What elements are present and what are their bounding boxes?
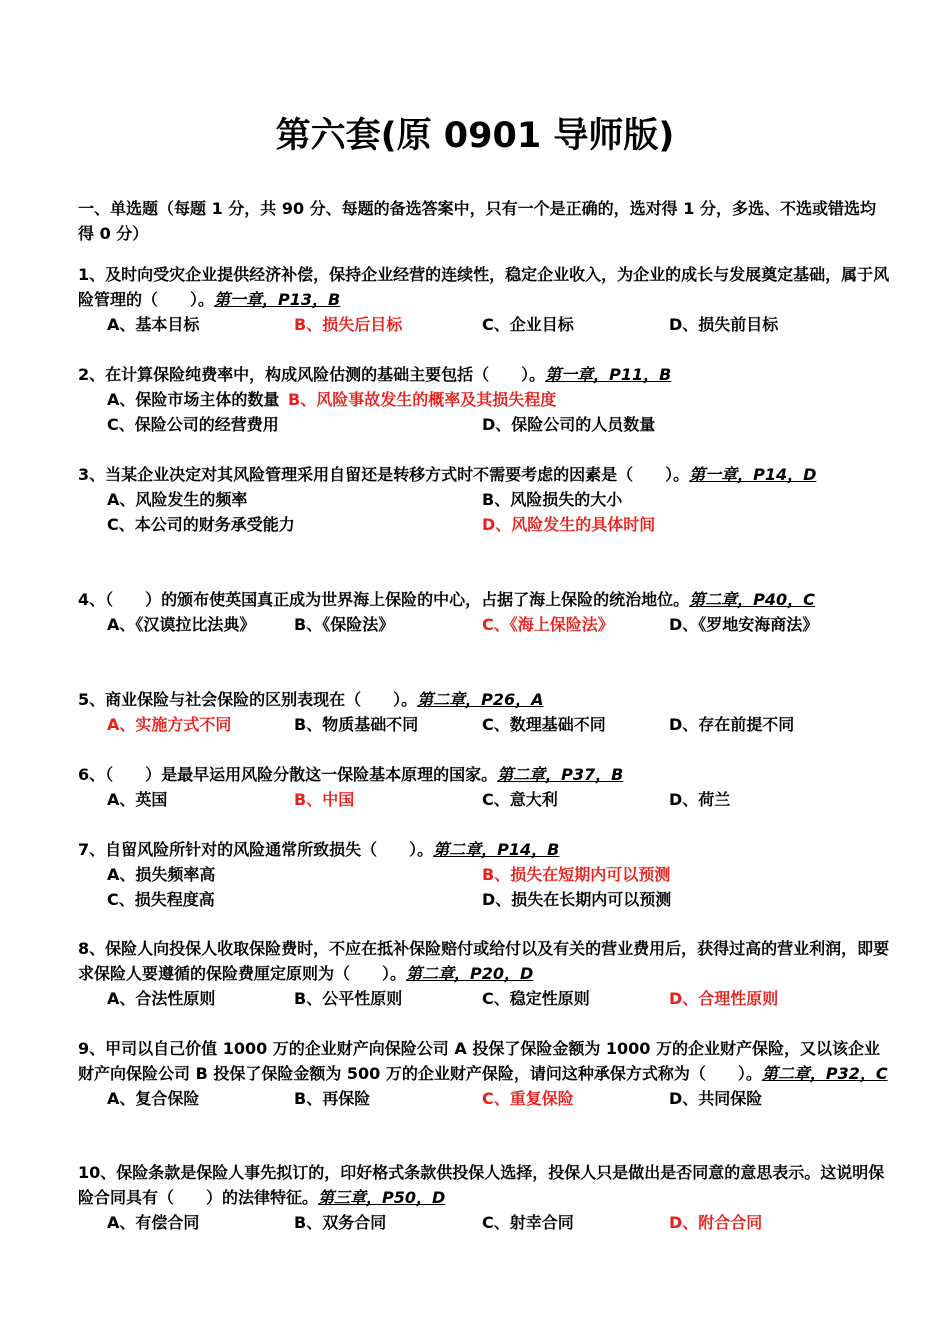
option-a: A、合法性原则: [107, 989, 216, 1008]
option-c: C、本公司的财务承受能力: [107, 515, 295, 534]
section-instructions: 一、单选题（每题 1 分，共 90 分、每题的备选答案中，只有一个是正确的，选对得 1 分，多选、不选或错选均得 0 分）: [78, 199, 876, 243]
chapter-reference: 第一章，P13，B: [214, 290, 341, 309]
question-3: [78, 462, 893, 537]
chapter-reference: 第二章，P20，D: [406, 964, 534, 983]
chapter-reference: 第二章，P26，A: [417, 690, 544, 709]
option-c: C、射幸合同: [482, 1213, 574, 1232]
question-2: [78, 362, 893, 437]
question-6: [78, 762, 893, 812]
chapter-reference: 第二章，P37，B: [497, 765, 624, 784]
option-d: D、保险公司的人员数量: [482, 415, 656, 434]
option-a-correct: A、实施方式不同: [107, 715, 232, 734]
options-row: [78, 612, 893, 637]
chapter-reference: 第二章，P14，B: [433, 840, 560, 859]
option-b-correct: B、风险事故发生的概率及其损失程度: [288, 390, 557, 409]
option-b: B、再保险: [294, 1089, 371, 1108]
options-row: [78, 387, 893, 412]
option-a: A、有偿合同: [107, 1213, 200, 1232]
options-row: [78, 312, 893, 337]
chapter-reference: 第一章，P14，D: [689, 465, 817, 484]
option-b-correct: B、损失后目标: [294, 315, 403, 334]
question-stem: 3、当某企业决定对其风险管理采用自留还是转移方式时不需要考虑的因素是（ ）。第一章，P14，D: [78, 465, 817, 484]
chapter-reference: 第一章，P11，B: [545, 365, 672, 384]
question-stem: 2、在计算保险纯费率中，构成风险估测的基础主要包括（ ）。第一章，P11，B: [78, 365, 672, 384]
chapter-reference: 第二章，P40，C: [689, 590, 815, 609]
option-b: B、公平性原则: [294, 989, 403, 1008]
option-d-correct: D、附合合同: [669, 1213, 763, 1232]
option-c: C、意大利: [482, 790, 558, 809]
option-d: D、存在前提不同: [669, 715, 795, 734]
options-row: [78, 862, 893, 887]
option-a: A、复合保险: [107, 1089, 200, 1108]
option-c: C、企业目标: [482, 315, 574, 334]
document-title: 第六套(原 0901 导师版): [275, 116, 675, 156]
question-9: [78, 1036, 893, 1111]
options-row: [78, 412, 893, 437]
option-b-correct: B、中国: [294, 790, 355, 809]
option-a: A、损失频率高: [107, 865, 216, 884]
option-d: D、共同保险: [669, 1089, 763, 1108]
question-10: [78, 1160, 893, 1235]
question-stem: 5、商业保险与社会保险的区别表现在（ ）。第二章，P26，A: [78, 690, 544, 709]
option-d-correct: D、合理性原则: [669, 989, 779, 1008]
question-stem: 4、（ ）的颁布使英国真正成为世界海上保险的中心，占据了海上保险的统治地位。第二章，P40，C: [78, 590, 815, 609]
question-stem: 8、保险人向投保人收取保险费时，不应在抵补保险赔付或给付以及有关的营业费用后，获得过高的营业利润，即要求保险人要遵循的保险费厘定原则为（ ）。第二章，P20，D: [78, 939, 890, 983]
question-stem: 9、甲司以自己价值 1000 万的企业财产向保险公司 A 投保了保险金额为 1000 万的企业财产保险，又以该企业财产向保险公司 B 投保了保险金额为 500 万的企业财产保险，请问这种承保方式称为（ ）。第二章，P32，C: [78, 1039, 888, 1083]
option-d: D、《罗地安海商法》: [669, 615, 819, 634]
options-row: [78, 1210, 893, 1235]
question-stem: 6、（ ）是最早运用风险分散这一保险基本原理的国家。第二章，P37，B: [78, 765, 624, 784]
option-b: B、《保险法》: [294, 615, 395, 634]
option-c-correct: C、《海上保险法》: [482, 615, 614, 634]
option-d: D、荷兰: [669, 790, 731, 809]
option-b: B、风险损失的大小: [482, 490, 623, 509]
question-4: [78, 587, 893, 637]
option-c: C、保险公司的经营费用: [107, 415, 279, 434]
option-a: A、《汉谟拉比法典》: [107, 615, 256, 634]
option-a: A、英国: [107, 790, 168, 809]
options-row: [78, 986, 893, 1011]
option-b-correct: B、损失在短期内可以预测: [482, 865, 671, 884]
question-stem: 7、自留风险所针对的风险通常所致损失（ ）。第二章，P14，B: [78, 840, 560, 859]
options-row: [78, 787, 893, 812]
option-d: D、损失前目标: [669, 315, 779, 334]
question-7: [78, 837, 893, 912]
option-d: D、损失在长期内可以预测: [482, 890, 672, 909]
option-a: A、基本目标: [107, 315, 200, 334]
option-a: A、风险发生的频率: [107, 490, 248, 509]
question-stem: 10、保险条款是保险人事先拟订的，印好格式条款供投保人选择，投保人只是做出是否同意的意思表示。这说明保险合同具有（ ）的法律特征。第三章，P50，D: [78, 1163, 885, 1207]
option-c: C、数理基础不同: [482, 715, 606, 734]
option-a: A、保险市场主体的数量: [107, 390, 280, 409]
question-5: [78, 687, 893, 737]
options-row: [78, 1086, 893, 1111]
question-1: [78, 262, 893, 337]
option-c-correct: C、重复保险: [482, 1089, 574, 1108]
question-8: [78, 936, 893, 1011]
chapter-reference: 第二章，P32，C: [761, 1064, 888, 1083]
options-row: [78, 487, 893, 512]
option-b: B、物质基础不同: [294, 715, 419, 734]
chapter-reference: 第三章，P50，D: [318, 1188, 446, 1207]
question-stem: 1、及时向受灾企业提供经济补偿，保持企业经营的连续性，稳定企业收入，为企业的成长与发展奠定基础，属于风险管理的（ ）。第一章，P13，B: [78, 265, 890, 309]
option-b: B、双务合同: [294, 1213, 387, 1232]
options-row: [78, 712, 893, 737]
option-c: C、损失程度高: [107, 890, 215, 909]
options-row: [78, 512, 893, 537]
option-d-correct: D、风险发生的具体时间: [482, 515, 656, 534]
options-row: [78, 887, 893, 912]
option-c: C、稳定性原则: [482, 989, 590, 1008]
